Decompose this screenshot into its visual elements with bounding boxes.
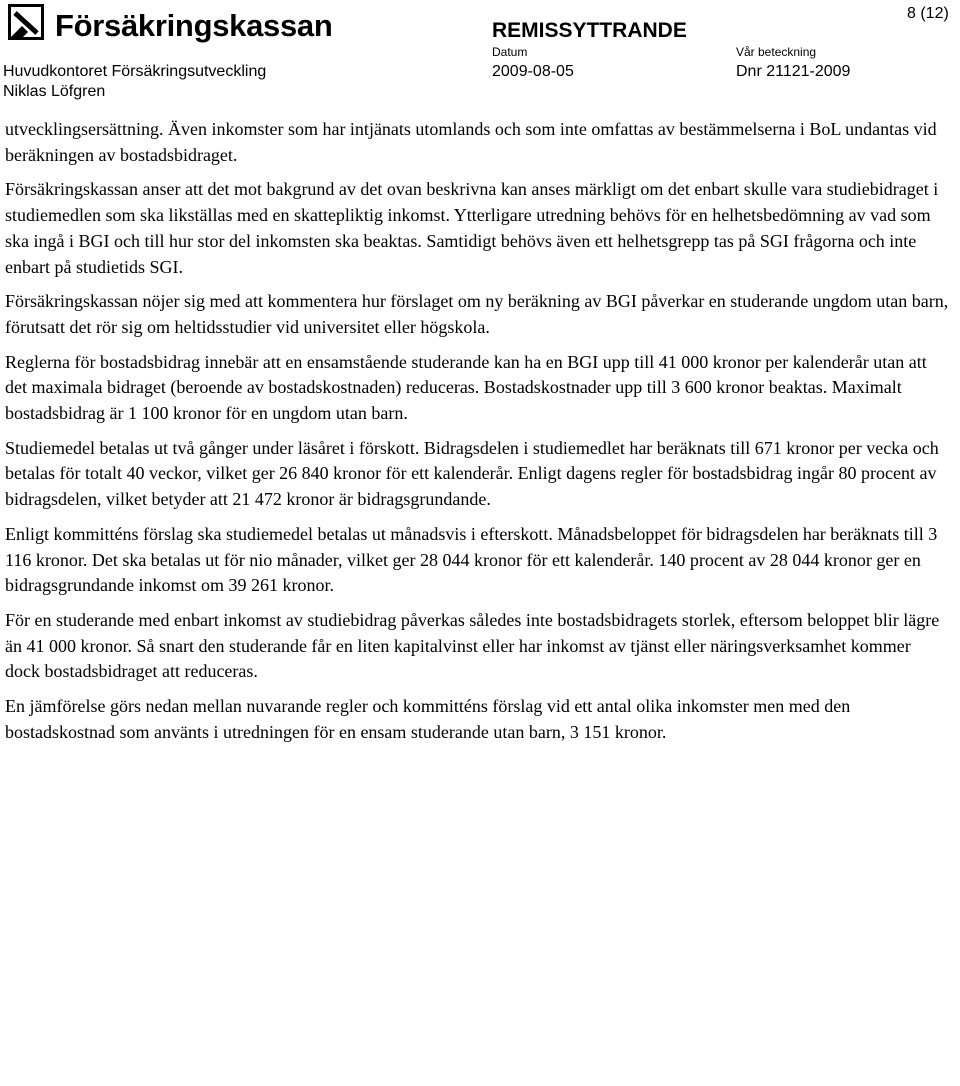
paragraph: Försäkringskassan anser att det mot bakgrund av det ovan beskrivna kan anses märkligt om det enbart skulle vara studiebidraget i studiemedlen som ska likställas med en skattepliktig inkomst. Ytterligare utredning behövs för en helhetsbedömning av vad som ska ingå i BGI och till hur stor del inkomsten ska beaktas. Samtidigt behövs även ett helhetsgrepp tas på SGI frågorna och inte enbart på studietids SGI.: [5, 179, 939, 277]
date-label: Datum: [492, 45, 528, 59]
logo-icon: [8, 4, 44, 40]
author: Niklas Löfgren: [3, 83, 106, 100]
paragraph: utvecklingsersättning. Även inkomster som har intjänats utomlands och som inte omfattas av bestämmelserna i BoL undantas vid beräkningen av bostadsbidraget.: [5, 119, 937, 165]
paragraph: En jämförelse görs nedan mellan nuvarande regler och kommitténs förslag vid ett antal olika inkomster men med den bostadskostnad som använts i utredningen för en ensam studerande utan barn, 3 151 kronor.: [5, 696, 851, 742]
reference-label: Vår beteckning: [736, 45, 817, 59]
paragraph: Studiemedel betalas ut två gånger under läsåret i förskott. Bidragsdelen i studiemedlet har beräknats till 671 kronor per vecka och betalas för totalt 40 veckor, vilket ger 26 840 kronor för ett kalenderår. Enligt dagens regler för bostadsbidrag ingår 80 procent av bidragsdelen, vilket betyder att 21 472 kronor är bidragsgrundande.: [5, 437, 939, 510]
document-type: REMISSYTTRANDE: [492, 19, 687, 42]
paragraph: Reglerna för bostadsbidrag innebär att en ensamstående studerande kan ha en BGI upp till 41 000 kronor per kalenderår utan att det maximala bidraget (beroende av bostadskostnaden) reduceras. Bostadskostnader upp till 3 600 kronor beaktas. Maximalt bostadsbidrag är 1 100 kronor för en ungdom utan barn.: [5, 351, 927, 424]
page-number: 8 (12): [907, 5, 949, 22]
paragraph: För en studerande med enbart inkomst av studiebidrag påverkas således inte bostadsbidragets storlek, eftersom beloppet blir lägre än 41 000 kronor. Så snart den studerande får en liten kapitalvinst eller har inkomst av tjänst eller näringsverksamhet kommer dock bostadsbidraget att reduceras.: [5, 609, 940, 682]
paragraph: Enligt kommitténs förslag ska studiemedel betalas ut månadsvis i efterskott. Månadsbeloppet för bidragsdelen har beräknats till 3 116 kronor. Det ska betalas ut för nio månader, vilket ger 28 044 kronor för ett kalenderår. 140 procent av 28 044 kronor ger en bidragsgrundande inkomst om 39 261 kronor.: [5, 523, 938, 596]
logo-wordmark: Försäkringskassan: [55, 8, 333, 43]
document-date: 2009-08-05: [492, 63, 574, 80]
department: Huvudkontoret Försäkringsutveckling: [3, 63, 267, 80]
paragraph: Försäkringskassan nöjer sig med att kommentera hur förslaget om ny beräkning av BGI påverkar en studerande ungdom utan barn, förutsatt det rör sig om heltidsstudier vid universitet eller högskola.: [5, 291, 949, 337]
reference-number: Dnr 21121-2009: [736, 63, 851, 80]
document-body: [5, 117, 950, 754]
